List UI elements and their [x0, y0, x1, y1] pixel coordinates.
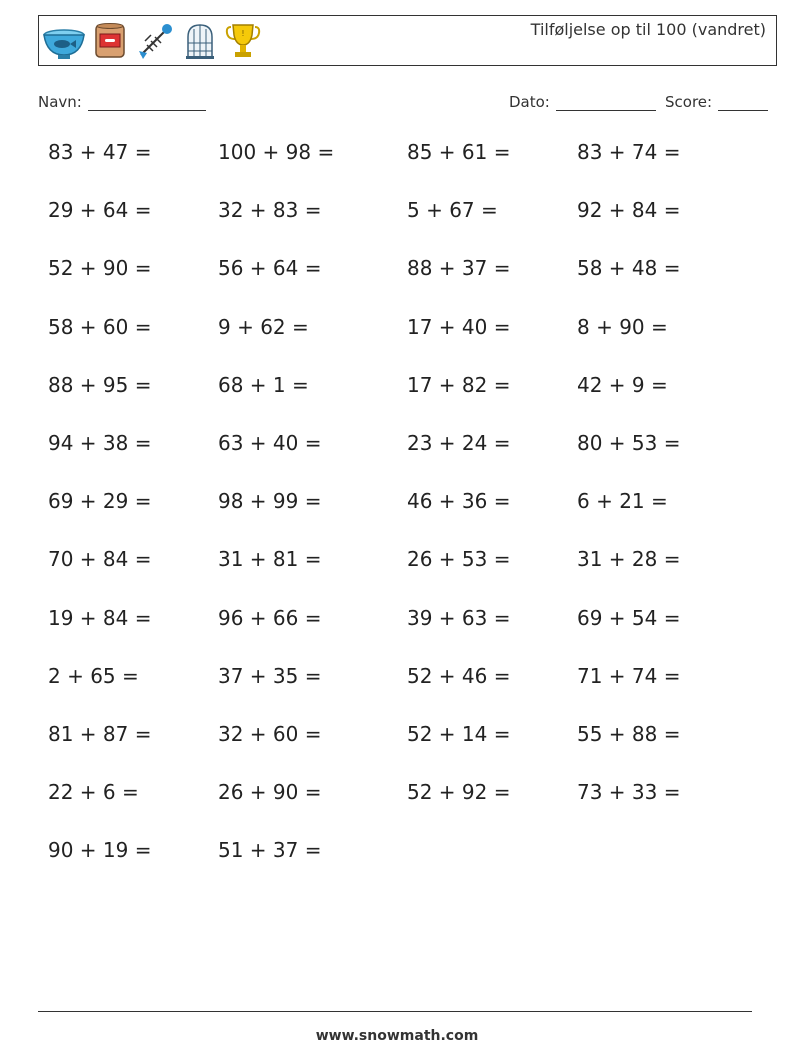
birdcage-icon — [183, 21, 217, 61]
problem-row — [48, 838, 748, 878]
icon-strip — [43, 20, 261, 62]
problem-row — [48, 606, 748, 646]
problem-row — [48, 431, 748, 471]
problem-item: 17 + 82 = — [407, 372, 511, 397]
problem-item: 80 + 53 = — [577, 431, 681, 455]
score-blank[interactable] — [718, 95, 768, 111]
problem-item: 52 + 92 = — [407, 780, 511, 805]
problem-row — [48, 373, 748, 413]
problem-item: 52 + 14 = — [407, 722, 511, 746]
problem-item: 46 + 36 = — [407, 489, 511, 514]
problem-item: 32 + 60 = — [218, 722, 322, 746]
problem-row — [48, 780, 748, 820]
score-label: Score: — [665, 93, 713, 111]
problem-item: 29 + 64 = — [48, 198, 152, 223]
problem-item: 52 + 90 = — [48, 256, 152, 281]
problem-item: 6 + 21 = — [577, 489, 668, 514]
problem-item: 92 + 84 = — [577, 198, 681, 223]
problem-row — [48, 256, 748, 296]
problem-item: 17 + 40 = — [407, 314, 511, 339]
problem-item: 88 + 37 = — [407, 256, 511, 281]
problem-item: 58 + 60 = — [48, 314, 152, 339]
problem-row — [48, 315, 748, 355]
problem-row — [48, 547, 748, 587]
worksheet-header — [38, 15, 777, 66]
problem-row — [48, 489, 748, 529]
problem-item: 39 + 63 = — [407, 605, 511, 630]
problem-item: 55 + 88 = — [577, 722, 681, 746]
name-label: Navn: — [38, 93, 82, 111]
problem-row — [48, 722, 748, 762]
problem-item: 32 + 83 = — [218, 198, 322, 223]
date-blank[interactable] — [556, 95, 656, 111]
date-label: Dato: — [509, 93, 550, 111]
problem-item: 31 + 28 = — [577, 547, 681, 572]
dog-food-can-icon — [93, 21, 127, 61]
problem-row — [48, 664, 748, 704]
svg-text:!: ! — [241, 29, 245, 38]
problem-item: 94 + 38 = — [48, 431, 152, 455]
problem-row — [48, 198, 748, 238]
name-blank[interactable] — [88, 95, 206, 111]
problem-item: 23 + 24 = — [407, 431, 511, 455]
problem-item: 63 + 40 = — [218, 431, 322, 455]
problem-item: 88 + 95 = — [48, 372, 152, 397]
score-field[interactable] — [665, 93, 768, 111]
problem-item: 52 + 46 = — [407, 663, 511, 688]
footer-divider — [38, 1011, 752, 1012]
problem-item: 73 + 33 = — [577, 780, 681, 805]
problem-item: 19 + 84 = — [48, 605, 152, 630]
problem-item: 26 + 90 = — [218, 780, 322, 805]
problem-item: 42 + 9 = — [577, 372, 668, 397]
problem-item: 58 + 48 = — [577, 256, 681, 281]
problem-item: 96 + 66 = — [218, 605, 322, 630]
problem-item: 31 + 81 = — [218, 547, 322, 572]
problem-item: 68 + 1 = — [218, 372, 309, 397]
problem-item: 37 + 35 = — [218, 663, 322, 688]
trophy-icon — [225, 21, 261, 61]
problem-item: 81 + 87 = — [48, 722, 152, 746]
problem-item: 2 + 65 = — [48, 663, 139, 688]
fishbowl-icon — [43, 21, 85, 61]
problem-item: 90 + 19 = — [48, 838, 152, 863]
problem-item: 22 + 6 = — [48, 780, 139, 805]
footer-url: www.snowmath.com — [315, 1028, 479, 1044]
problem-item: 69 + 54 = — [577, 605, 681, 630]
problem-item: 5 + 67 = — [407, 198, 498, 223]
problem-item: 71 + 74 = — [577, 663, 681, 688]
fish-bone-icon — [135, 21, 175, 61]
problem-item: 8 + 90 = — [577, 314, 668, 339]
problem-item: 85 + 61 = — [407, 140, 511, 164]
name-field[interactable] — [38, 93, 206, 111]
problem-item: 98 + 99 = — [218, 489, 322, 514]
problem-item: 9 + 62 = — [218, 314, 309, 339]
problem-item: 83 + 47 = — [48, 140, 152, 164]
problem-item: 51 + 37 = — [218, 838, 322, 863]
problem-item: 69 + 29 = — [48, 489, 152, 514]
date-field[interactable] — [509, 93, 656, 111]
problem-item: 56 + 64 = — [218, 256, 322, 281]
problem-item: 26 + 53 = — [407, 547, 511, 572]
worksheet-title: Tilføljelse op til 100 (vandret) — [530, 20, 766, 39]
problem-item: 83 + 74 = — [577, 140, 681, 164]
problem-item: 70 + 84 = — [48, 547, 152, 572]
problem-item: 100 + 98 = — [218, 140, 335, 164]
problem-row — [48, 140, 748, 180]
